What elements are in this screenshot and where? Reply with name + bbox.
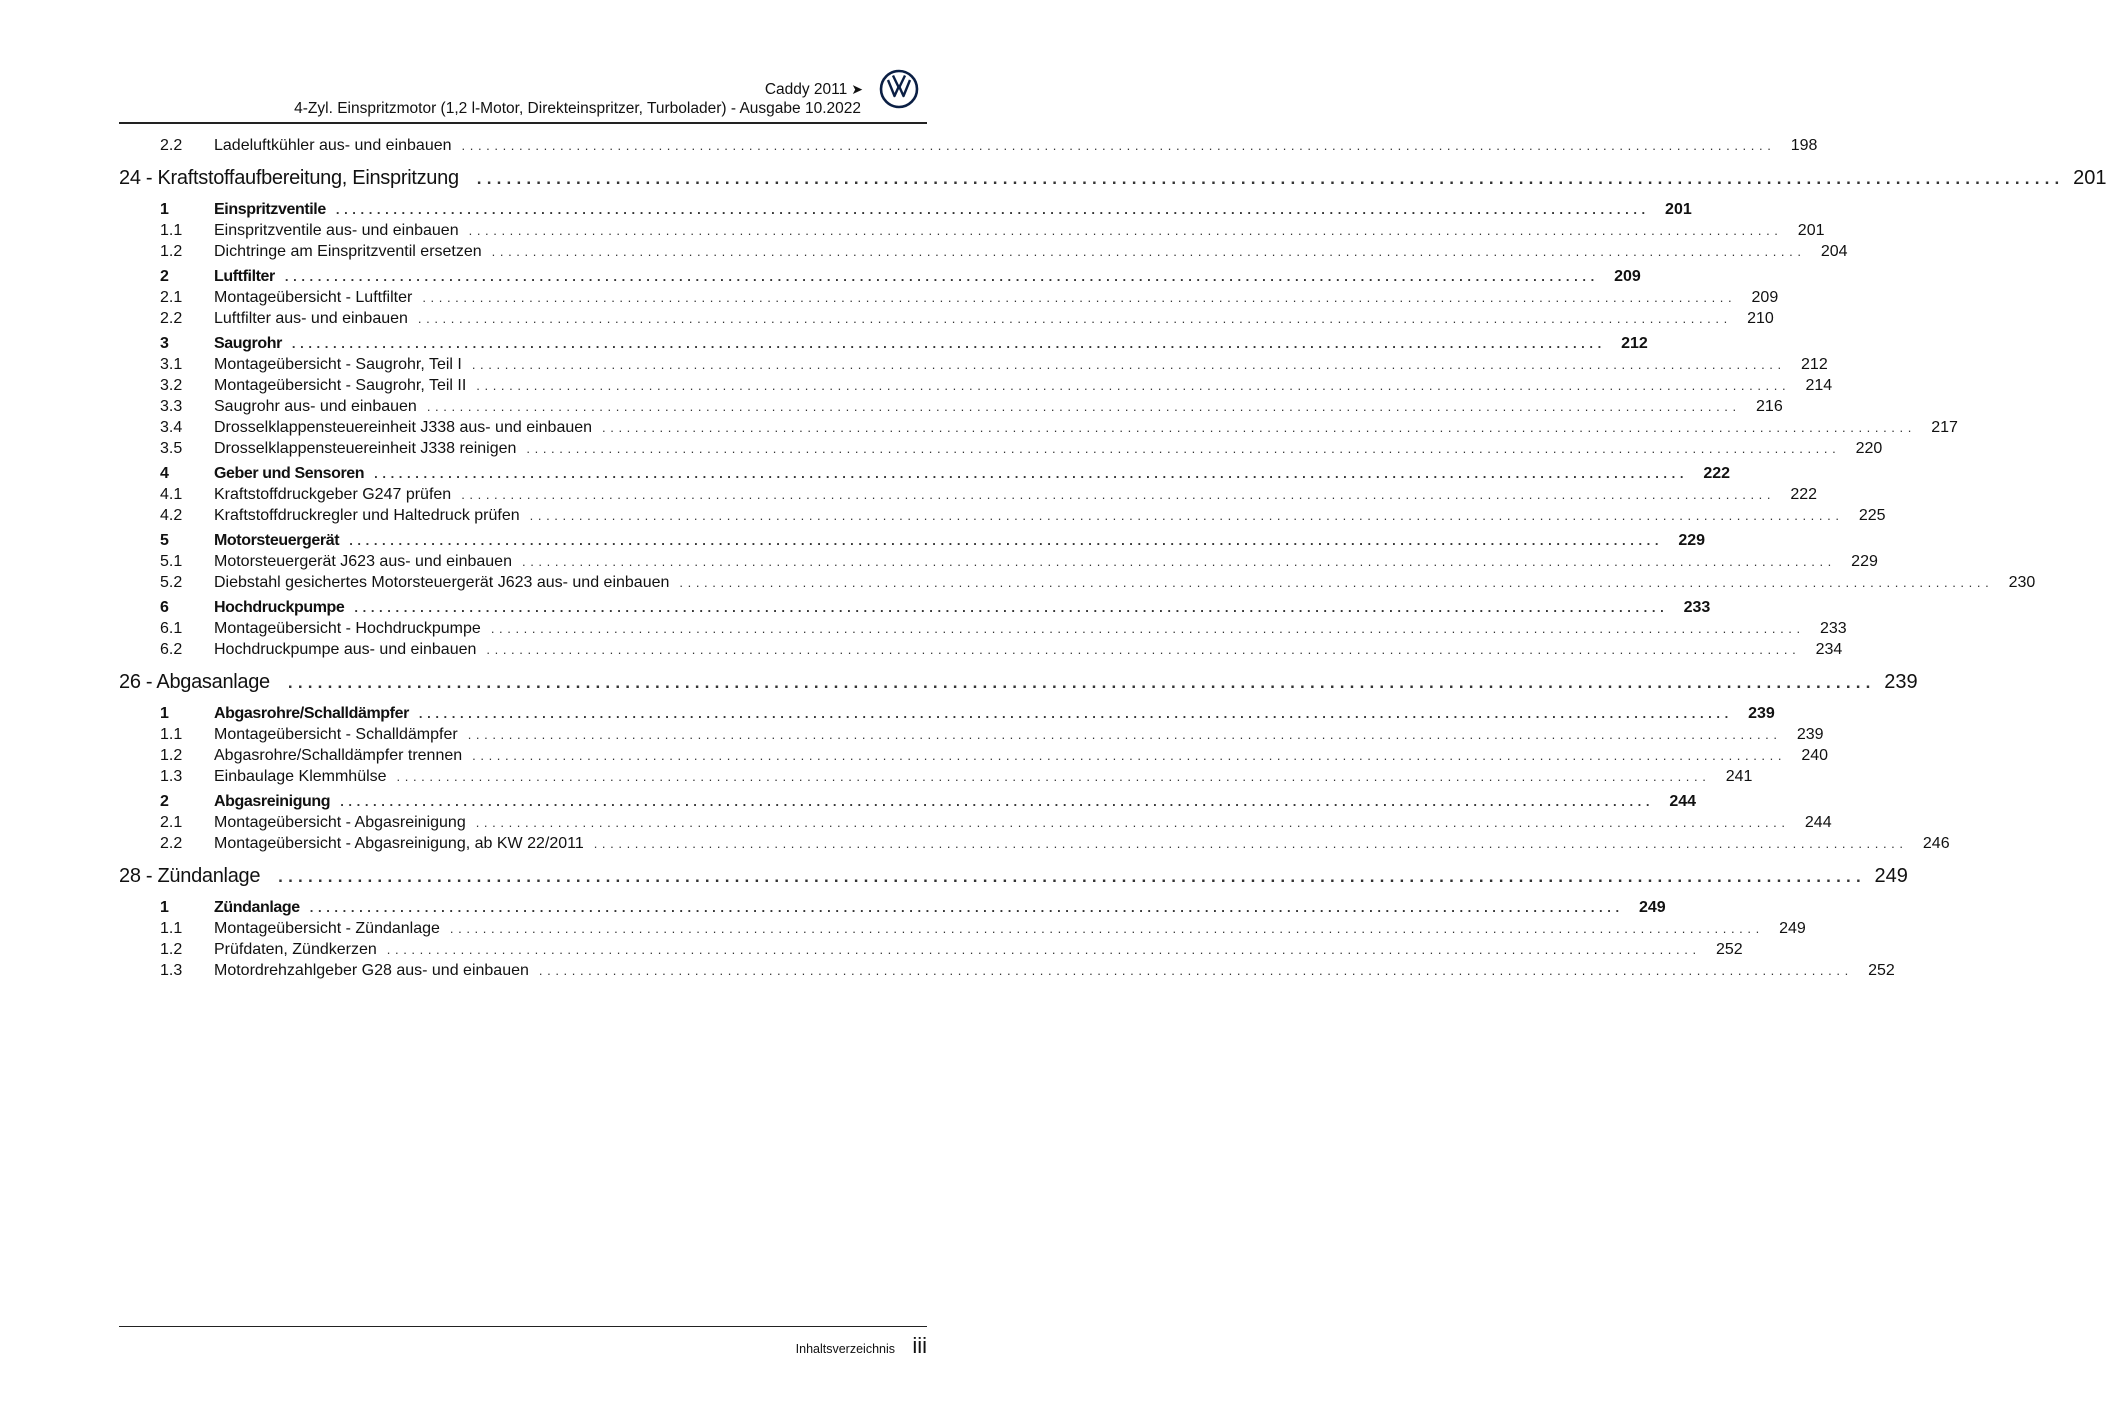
toc-entry-title: Abgasrohre/Schalldämpfer [214, 705, 409, 722]
toc-entry-row[interactable] [119, 726, 1824, 747]
dot-leader: ................................................................................................................................................................ [426, 399, 1741, 414]
dot-leader: ................................................................................................................................................................ [602, 420, 1916, 435]
toc-page-number: 230 [2008, 574, 2036, 591]
toc-entry-title: Drosselklappensteuereinheit J338 aus- und einbauen [214, 419, 593, 436]
toc-entry-row[interactable] [119, 377, 1833, 398]
toc-entry-number: 2.1 [160, 814, 183, 831]
toc-entry-row[interactable] [119, 920, 1806, 941]
dot-leader: ................................................................................................................................................................ [278, 867, 1866, 886]
toc-entry-number: 1.1 [160, 726, 183, 743]
toc-entry-number: 1.1 [160, 222, 183, 239]
dot-leader: ................................................................................................................................................................ [529, 508, 1844, 523]
toc-section-row[interactable] [119, 793, 1697, 814]
dot-leader: ................................................................................................................................................................ [418, 706, 1733, 721]
toc-entry-number: 2.1 [160, 289, 183, 306]
dot-leader: ................................................................................................................................................................ [309, 900, 1624, 915]
toc-entry-title: Einspritzventile [214, 201, 326, 218]
dot-leader: ................................................................................................................................................................ [354, 600, 1669, 615]
toc-entry-number: 1.2 [160, 243, 183, 260]
footer-divider [119, 1326, 927, 1327]
toc-entry-title: Geber und Sensoren [214, 465, 365, 482]
dot-leader: ................................................................................................................................................................ [335, 202, 1650, 217]
toc-entry-row[interactable] [119, 137, 1818, 158]
toc-entry-number: 3.3 [160, 398, 183, 415]
toc-entry-number: 5.1 [160, 553, 183, 570]
toc-chapter-row[interactable] [119, 865, 1908, 895]
toc-section-row[interactable] [119, 465, 1731, 486]
toc-page-number: 252 [1715, 941, 1743, 958]
toc-entry-row[interactable] [119, 398, 1783, 419]
header-model-line [765, 81, 863, 99]
toc-entry-title: Diebstahl gesichertes Motorsteuergerät J623 aus- und einbauen [214, 574, 670, 591]
toc-entry-number: 1.3 [160, 768, 183, 785]
dot-leader: ................................................................................................................................................................ [461, 487, 1776, 502]
dot-leader: ................................................................................................................................................................ [422, 290, 1737, 305]
toc-section-row[interactable] [119, 705, 1775, 726]
toc-page-number: 249 [1874, 865, 1908, 887]
toc-page-number: 212 [1801, 356, 1828, 373]
dot-leader: ................................................................................................................................................................ [467, 727, 1782, 742]
toc-entry-number: 3.2 [160, 377, 183, 394]
toc-entry-row[interactable] [119, 814, 1832, 835]
toc-entry-number: 2.2 [160, 835, 183, 852]
dot-leader: ................................................................................................................................................................ [679, 575, 1994, 590]
toc-page-number: 201 [1797, 222, 1825, 239]
toc-entry-title: Prüfdaten, Zündkerzen [214, 941, 377, 958]
toc-entry-number: 5.2 [160, 574, 183, 591]
toc-entry-number: 1.2 [160, 747, 183, 764]
toc-entry-number: 6.2 [160, 641, 183, 658]
toc-section-row[interactable] [119, 532, 1706, 553]
toc-page-number: 201 [1665, 201, 1692, 218]
toc-entry-number: 6 [160, 599, 169, 616]
toc-entry-row[interactable] [119, 620, 1847, 641]
toc-entry-title: Abgasreinigung [214, 793, 331, 810]
toc-section-row[interactable] [119, 899, 1666, 920]
toc-page-number: 233 [1683, 599, 1711, 616]
toc-page-number: 244 [1669, 793, 1697, 810]
toc-entry-row[interactable] [119, 553, 1878, 574]
toc-entry-title: Motordrehzahlgeber G28 aus- und einbauen [214, 962, 529, 979]
dot-leader: ................................................................................................................................................................ [475, 815, 1790, 830]
toc-section-row[interactable] [119, 335, 1648, 356]
dot-leader: ................................................................................................................................................................ [287, 673, 1876, 692]
page-header [119, 76, 927, 124]
toc-entry-title: Montageübersicht - Zündanlage [214, 920, 440, 937]
toc-entry-title: 28 - Zündanlage [119, 865, 261, 887]
toc-entry-title: Drosselklappensteuereinheit J338 reinigen [214, 440, 517, 457]
dot-leader: ................................................................................................................................................................ [538, 963, 1853, 978]
footer-label: Inhaltsverzeichnis [795, 1342, 895, 1356]
toc-page-number: 209 [1614, 268, 1641, 285]
toc-page-number: 225 [1858, 507, 1886, 524]
toc-page-number: 217 [1931, 419, 1958, 436]
toc-entry-title: Montageübersicht - Hochdruckpumpe [214, 620, 481, 637]
toc-entry-number: 1 [160, 899, 169, 916]
toc-page-number: 229 [1851, 553, 1878, 570]
toc-entry-title: Luftfilter aus- und einbauen [214, 310, 408, 327]
toc-page-number: 210 [1747, 310, 1774, 327]
toc-entry-number: 1.2 [160, 941, 183, 958]
dot-leader: ................................................................................................................................................................ [468, 223, 1783, 238]
toc-page-number: 244 [1804, 814, 1832, 831]
footer-page-number: iii [912, 1333, 927, 1358]
toc-entry-number: 2 [160, 268, 169, 285]
toc-page-number: 214 [1805, 377, 1833, 394]
toc-entry-row[interactable] [119, 356, 1828, 377]
dot-leader: ................................................................................................................................................................ [491, 244, 1806, 259]
toc-page-number: 204 [1820, 243, 1848, 260]
dot-leader: ................................................................................................................................................................ [476, 169, 2065, 188]
toc-entry-title: Montageübersicht - Luftfilter [214, 289, 413, 306]
toc-entry-title: Zündanlage [214, 899, 300, 916]
dot-leader: ................................................................................................................................................................ [291, 336, 1606, 351]
toc-entry-number: 4.2 [160, 507, 183, 524]
toc-entry-row[interactable] [119, 835, 1950, 856]
toc-entry-number: 3.5 [160, 440, 183, 457]
header-model: Caddy 2011 [764, 81, 848, 98]
toc-page-number: 198 [1790, 137, 1818, 154]
toc-entry-row[interactable] [119, 747, 1829, 768]
toc-entry-number: 2.2 [160, 137, 183, 154]
dot-leader: ................................................................................................................................................................ [449, 921, 1764, 936]
toc-entry-row[interactable] [119, 962, 1895, 983]
toc-chapter-row[interactable] [119, 671, 1918, 701]
toc-entry-row[interactable] [119, 222, 1825, 243]
toc-entry-number: 1.1 [160, 920, 183, 937]
toc-entry-row[interactable] [119, 419, 1958, 440]
toc-entry-number: 3.1 [160, 356, 183, 373]
toc-entry-number: 3 [160, 335, 169, 352]
toc-entry-number: 4 [160, 465, 169, 482]
toc-entry-row[interactable] [119, 310, 1774, 331]
toc-page-number: 252 [1868, 962, 1895, 979]
dot-leader: ................................................................................................................................................................ [593, 836, 1908, 851]
dot-leader: ................................................................................................................................................................ [349, 533, 1664, 548]
header-divider [119, 122, 927, 124]
toc-page-number: 246 [1922, 835, 1950, 852]
dot-leader: ................................................................................................................................................................ [461, 138, 1776, 153]
dot-leader: ................................................................................................................................................................ [521, 554, 1836, 569]
toc-page-number: 212 [1621, 335, 1648, 352]
toc-entry-number: 1 [160, 705, 169, 722]
toc-page-number: 249 [1779, 920, 1806, 937]
toc-page-number: 216 [1756, 398, 1783, 415]
toc-page-number: 209 [1751, 289, 1779, 306]
dot-leader: ................................................................................................................................................................ [476, 378, 1791, 393]
header-subtitle: 4-Zyl. Einspritzmotor (1,2 l-Motor, Direkteinspritzer, Turbolader) - Ausgabe 10.2022 [294, 100, 861, 117]
toc-entry-title: 26 - Abgasanlage [119, 671, 270, 693]
toc-entry-title: Dichtringe am Einspritzventil ersetzen [214, 243, 482, 260]
toc-entry-number: 2.2 [160, 310, 183, 327]
toc-chapter-row[interactable] [119, 167, 2106, 197]
toc-entry-title: Montageübersicht - Saugrohr, Teil II [214, 377, 467, 394]
toc-entry-title: Saugrohr aus- und einbauen [214, 398, 417, 415]
toc-entry-title: Saugrohr [214, 335, 282, 352]
toc-entry-title: Kraftstoffdruckregler und Haltedruck prüfen [214, 507, 520, 524]
toc-entry-title: Hochdruckpumpe [214, 599, 345, 616]
toc-entry-title: Hochdruckpumpe aus- und einbauen [214, 641, 477, 658]
dot-leader: ................................................................................................................................................................ [526, 441, 1841, 456]
toc-entry-title: Motorsteuergerät J623 aus- und einbauen [214, 553, 512, 570]
toc-section-row[interactable] [119, 599, 1711, 620]
dot-leader: ................................................................................................................................................................ [386, 942, 1701, 957]
toc-page-number: 222 [1703, 465, 1731, 482]
toc-page-number: 239 [1748, 705, 1775, 722]
toc-entry-title: Montageübersicht - Abgasreinigung, ab KW 22/2011 [214, 835, 584, 852]
toc-page-number: 233 [1820, 620, 1847, 637]
dot-leader: ................................................................................................................................................................ [472, 748, 1787, 763]
toc-entry-row[interactable] [119, 440, 1883, 461]
toc-entry-number: 2 [160, 793, 169, 810]
toc-entry-number: 1.3 [160, 962, 183, 979]
dot-leader: ................................................................................................................................................................ [486, 642, 1801, 657]
toc-entry-title: Montageübersicht - Schalldämpfer [214, 726, 458, 743]
dot-leader: ................................................................................................................................................................ [490, 621, 1805, 636]
toc-page-number: 241 [1725, 768, 1753, 785]
toc-entry-title: Ladeluftkühler aus- und einbauen [214, 137, 452, 154]
toc-entry-number: 1 [160, 201, 169, 218]
toc-entry-number: 3.4 [160, 419, 183, 436]
toc-section-row[interactable] [119, 201, 1692, 222]
toc-entry-number: 4.1 [160, 486, 183, 503]
dot-leader: ................................................................................................................................................................ [417, 311, 1732, 326]
toc-entry-row[interactable] [119, 641, 1843, 662]
toc-entry-row[interactable] [119, 941, 1743, 962]
toc-page-number: 222 [1790, 486, 1818, 503]
toc-entry-title: Einbaulage Klemmhülse [214, 768, 387, 785]
toc-entry-title: Einspritzventile aus- und einbauen [214, 222, 459, 239]
table-of-contents [119, 137, 2106, 983]
toc-page-number: 239 [1796, 726, 1824, 743]
toc-entry-number: 5 [160, 532, 169, 549]
dot-leader: ................................................................................................................................................................ [340, 794, 1655, 809]
toc-page-number: 201 [2073, 167, 2106, 189]
toc-entry-row[interactable] [119, 574, 2036, 595]
toc-entry-row[interactable] [119, 486, 1818, 507]
toc-page-number: 220 [1855, 440, 1883, 457]
toc-entry-title: 24 - Kraftstoffaufbereitung, Einspritzung [119, 167, 459, 189]
toc-entry-title: Luftfilter [214, 268, 275, 285]
toc-page-number: 234 [1815, 641, 1843, 658]
toc-entry-row[interactable] [119, 507, 1886, 528]
toc-entry-title: Montageübersicht - Saugrohr, Teil I [214, 356, 462, 373]
toc-entry-title: Motorsteuergerät [214, 532, 340, 549]
toc-page-number: 229 [1678, 532, 1706, 549]
dot-leader: ................................................................................................................................................................ [471, 357, 1786, 372]
toc-page-number: 239 [1884, 671, 1918, 693]
toc-entry-title: Kraftstoffdruckgeber G247 prüfen [214, 486, 452, 503]
dot-leader: ................................................................................................................................................................ [284, 269, 1599, 284]
toc-entry-row[interactable] [119, 289, 1779, 310]
toc-section-row[interactable] [119, 268, 1641, 289]
toc-entry-title: Montageübersicht - Abgasreinigung [214, 814, 466, 831]
dot-leader: ................................................................................................................................................................ [396, 769, 1711, 784]
vw-logo-icon [879, 69, 919, 109]
toc-entry-number: 6.1 [160, 620, 183, 637]
toc-page-number: 249 [1638, 899, 1666, 916]
toc-entry-row[interactable] [119, 768, 1753, 789]
arrow-right-icon: ➤ [851, 81, 863, 97]
toc-entry-row[interactable] [119, 243, 1848, 264]
toc-entry-title: Abgasrohre/Schalldämpfer trennen [214, 747, 463, 764]
toc-page-number: 240 [1801, 747, 1829, 764]
dot-leader: ................................................................................................................................................................ [374, 466, 1689, 481]
